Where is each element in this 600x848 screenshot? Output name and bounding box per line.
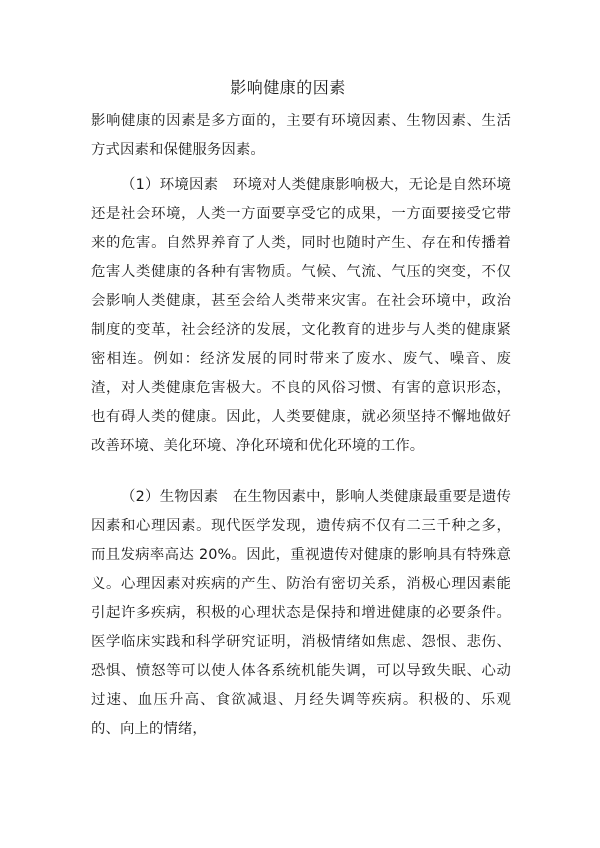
intro-paragraph: 影响健康的因素是多方面的，主要有环境因素、生物因素、生活方式因素和保健服务因素。 xyxy=(91,113,511,158)
biological-factor-paragraph: （2）生物因素 在生物因素中，影响人类健康最重要是遗传因素和心理因素。现代医学发现，遗传病不仅有二三千种之多，而且发病率高达 20%。因此，重视遗传对健康的影响具有特殊意义。心理因素对疾病的产生、防治有密切关系，消极心理因素能引起许多疾病，积极的心理状态是保持和增进健康的必要条件。医学临床实践和科学研究证明，消极情绪如焦虑、怨恨、悲伤、恐惧、愤怒等可以使人体各系统机能失调，可以导致失眠、心动过速、血压升高、食欲减退、月经失调等疾病。积极的、乐观的、向上的情绪， xyxy=(91,489,511,737)
environment-factor-paragraph: （1）环境因素 环境对人类健康影响极大，无论是自然环境还是社会环境，人类一方面要享受它的成果，一方面要接受它带来的危害。自然界养育了人类，同时也随时产生、存在和传播着危害人类健康的各种有害物质。气候、气流、气压的突变，不仅会影响人类健康，甚至会给人类带来灾害。在社会环境中，政治制度的变革，社会经济的发展，文化教育的进步与人类的健康紧密相连。例如：经济发展的同时带来了废水、废气、噪音、废渣，对人类健康危害极大。不良的风俗习惯、有害的意识形态，也有碍人类的健康。因此，人类要健康，就必须坚持不懈地做好改善环境、美化环境、净化环境和优化环境的工作。 xyxy=(91,177,511,454)
document-title: 影响健康的因素 xyxy=(230,78,346,97)
